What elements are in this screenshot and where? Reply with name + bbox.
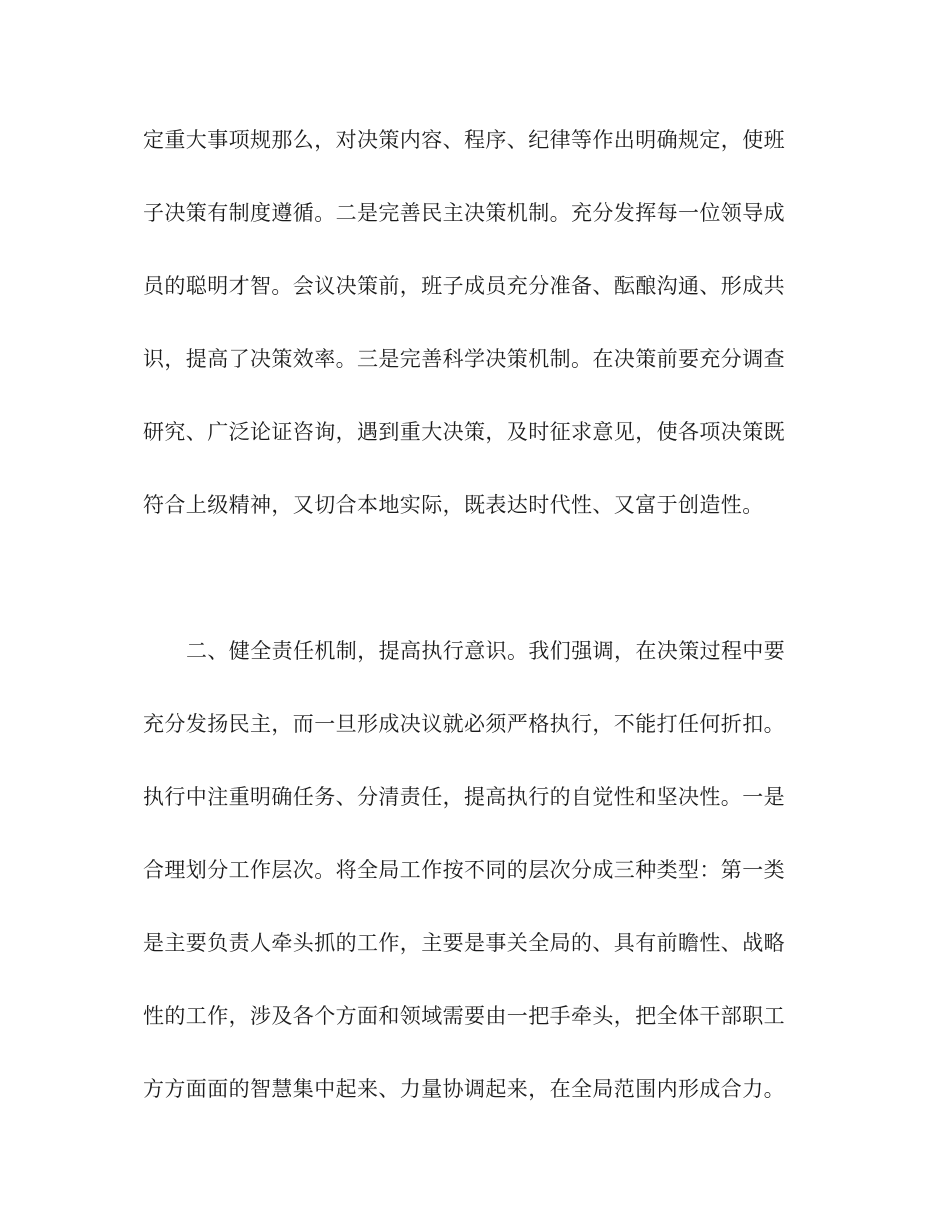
- text-line: 方方面面的智慧集中起来、力量协调起来，在全局范围内形成合力。: [143, 1077, 785, 1101]
- text-line: 研究、广泛论证咨询，遇到重大决策，及时征求意见，使各项决策既: [143, 420, 785, 444]
- text-line: 性的工作，涉及各个方面和领域需要由一把手牵头，把全体干部职工: [143, 1004, 785, 1028]
- text-line: 合理划分工作层次。将全局工作按不同的层次分成三种类型：第一类: [143, 858, 785, 882]
- text-line: 识，提高了决策效率。三是完善科学决策机制。在决策前要充分调查: [143, 347, 785, 371]
- text-line: 员的聪明才智。会议决策前，班子成员充分准备、酝酿沟通、形成共: [143, 274, 785, 298]
- text-line: 子决策有制度遵循。二是完善民主决策机制。充分发挥每一位领导成: [143, 201, 785, 225]
- text-line: 二、健全责任机制，提高执行意识。我们强调，在决策过程中要: [186, 639, 786, 663]
- text-line: 符合上级精神，又切合本地实际，既表达时代性、又富于创造性。: [143, 493, 764, 517]
- text-line: 充分发扬民主，而一旦形成决议就必须严格执行，不能打任何折扣。: [143, 712, 785, 736]
- text-line: 是主要负责人牵头抓的工作，主要是事关全局的、具有前瞻性、战略: [143, 931, 785, 955]
- text-line: 定重大事项规那么，对决策内容、程序、纪律等作出明确规定，使班: [143, 128, 785, 152]
- text-line: 执行中注重明确任务、分清责任，提高执行的自觉性和坚决性。一是: [143, 785, 785, 809]
